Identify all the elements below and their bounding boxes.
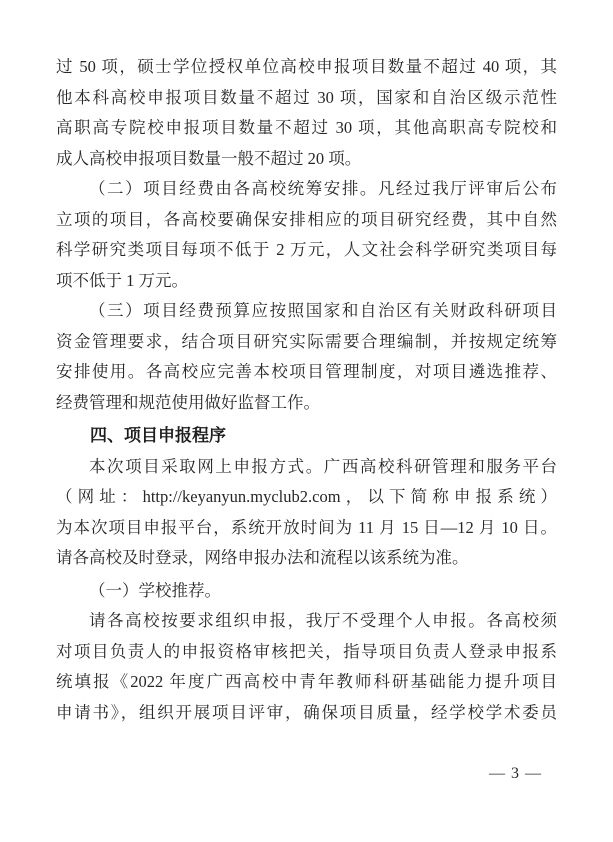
text-line: （二）项目经费由各高校统筹安排。凡经过我厅评审后公布 — [89, 179, 557, 198]
paragraph-quota — [56, 52, 557, 174]
text-line: 统填报《2022 年度广西高校中青年教师科研基础能力提升项目 — [56, 672, 557, 691]
text-line: 安排使用。各高校应完善本校项目管理制度，对项目遴选推荐、 — [56, 362, 557, 381]
text-line: 高职高专院校申报项目数量不超过 30 项，其他高职高专院校和 — [56, 118, 557, 137]
paragraph-budget — [56, 296, 557, 418]
paragraph-online-application — [56, 452, 557, 574]
text-line: 立项的项目，各高校要确保安排相应的项目研究经费，其中自然 — [56, 209, 557, 229]
text-line: 项不低于 1 万元。 — [56, 270, 188, 290]
paragraph-funding — [56, 174, 557, 296]
text-line: 资金管理要求，结合项目研究实际需要合理编制，并按规定统筹 — [56, 331, 557, 351]
text-line: 为本次项目申报平台，系统开放时间为 11 月 15 日—12 月 10 日。 — [56, 517, 557, 537]
text-line: 过 50 项，硕士学位授权单位高校申报项目数量不超过 40 项，其 — [56, 57, 557, 76]
text-line: 本次项目采取网上申报方式。广西高校科研管理和服务平台 — [89, 456, 557, 476]
text-line: 成人高校申报项目数量一般不超过 20 项。 — [56, 148, 362, 168]
text-line: 请各高校按要求组织申报，我厅不受理个人申报。各高校须 — [89, 611, 557, 630]
text-line: （三）项目经费预算应按照国家和自治区有关财政科研项目 — [89, 301, 557, 320]
text-line: 他本科高校申报项目数量不超过 30 项，国家和自治区级示范性 — [56, 87, 557, 107]
document-body — [56, 52, 557, 728]
text-line: 经费管理和规范使用做好监督工作。 — [56, 392, 320, 412]
page-number: — 3 — — [489, 765, 542, 782]
subsection-heading: （一）学校推荐。 — [89, 580, 221, 600]
text-line: 对项目负责人的申报资格审核把关，指导项目负责人登录申报系 — [56, 641, 557, 661]
text-line: 申请书》，组织开展项目评审，确保项目质量，经学校学术委员 — [56, 702, 557, 722]
text-line: （网址：http://keyanyun.myclub2.com，以下简称申报系统） — [56, 487, 557, 506]
section-heading: 四、项目申报程序 — [90, 426, 226, 445]
paragraph-school-recommendation — [56, 606, 557, 728]
text-line: 科学研究类项目每项不低于 2 万元，人文社会科学研究类项目每 — [56, 240, 557, 259]
text-line: 请各高校及时登录，网络申报办法和流程以该系统为准。 — [56, 548, 469, 567]
